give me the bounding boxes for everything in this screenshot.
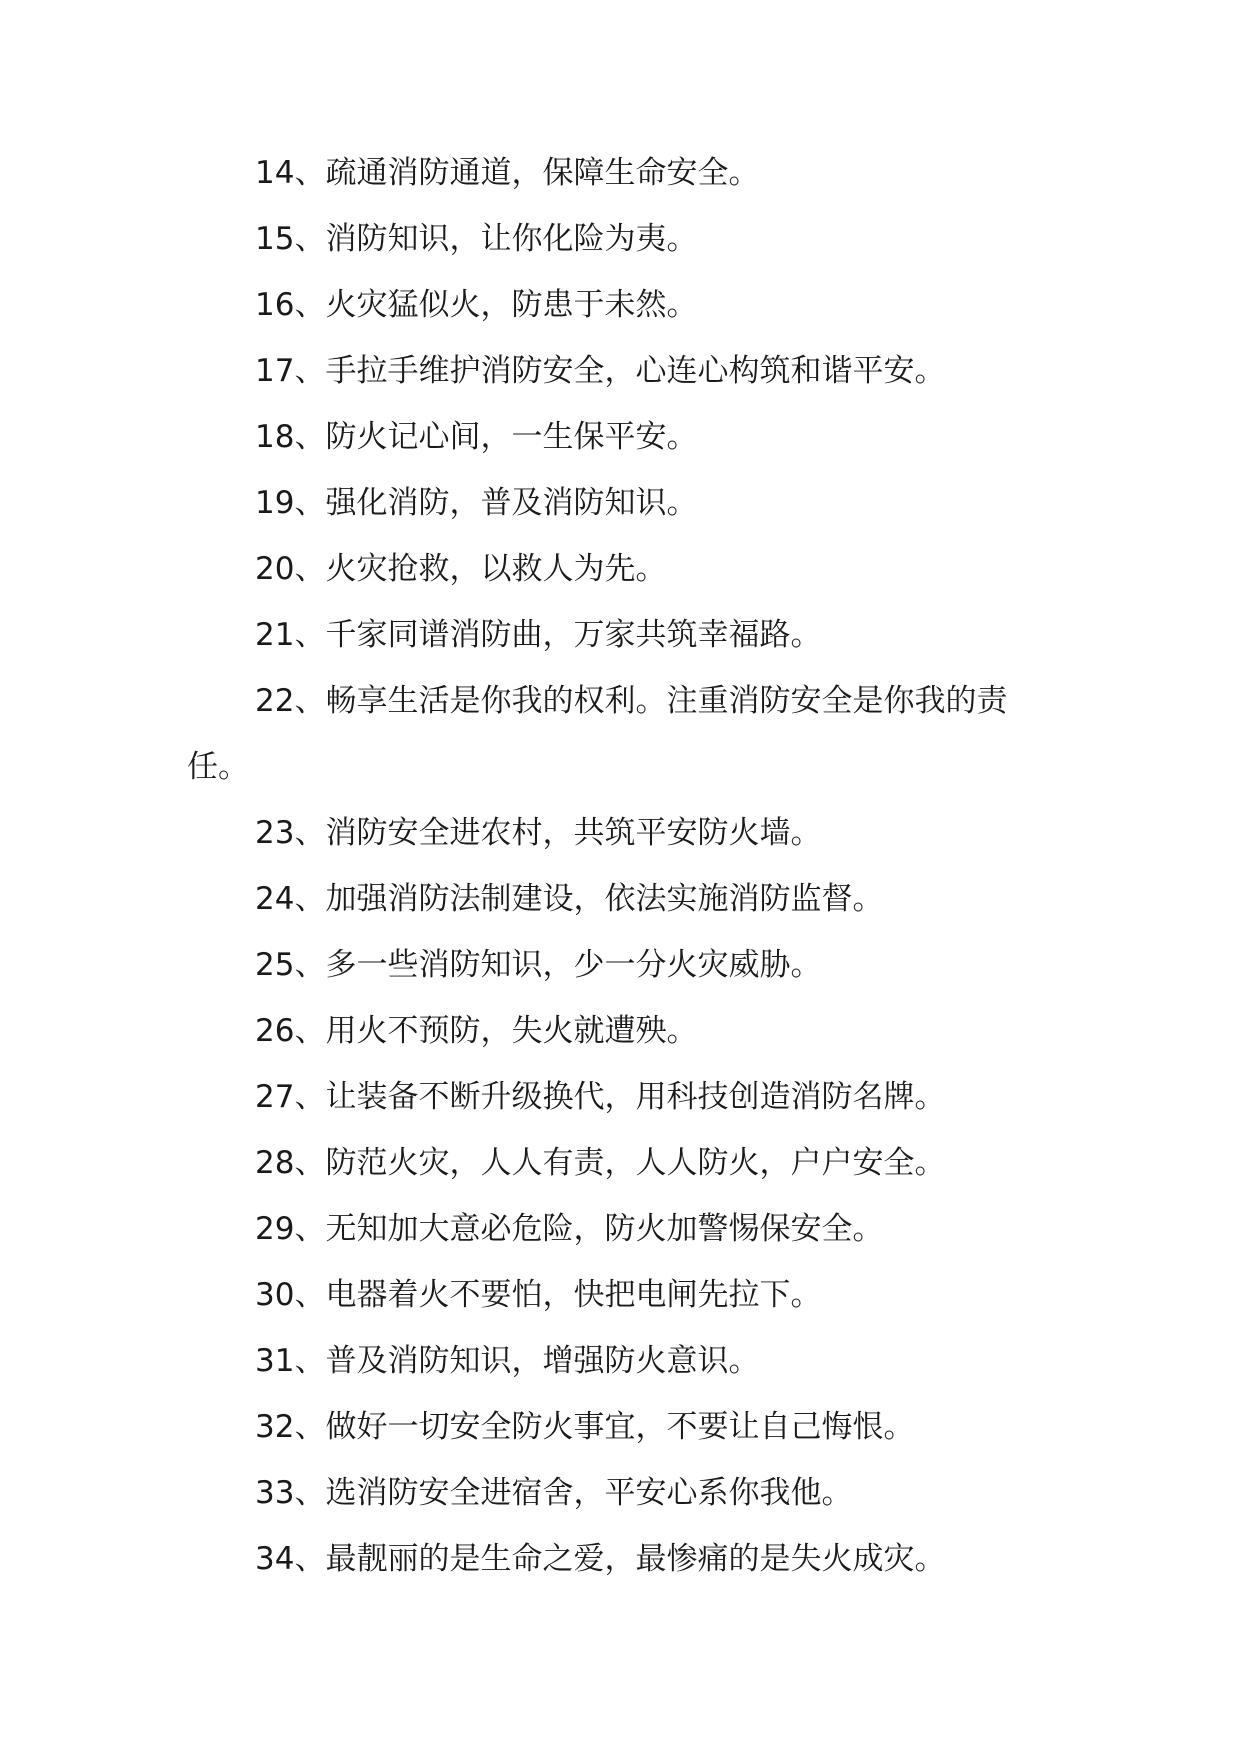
slogan-item: 28、防范火灾，人人有责，人人防火，户户安全。 <box>255 1145 946 1181</box>
slogan-item: 17、手拉手维护消防安全，心连心构筑和谐平安。 <box>255 353 946 389</box>
slogan-item: 18、防火记心间，一生保平安。 <box>255 419 698 455</box>
slogan-item: 14、疏通消防通道，保障生命安全。 <box>255 155 760 191</box>
slogan-item: 22、畅享生活是你我的权利。注重消防安全是你我的责任。 <box>187 683 1008 785</box>
slogan-item: 32、做好一切安全防火事宜，不要让自己悔恨。 <box>255 1409 915 1445</box>
slogan-item: 31、普及消防知识，增强防火意识。 <box>255 1343 760 1379</box>
slogan-item: 25、多一些消防知识，少一分火灾威胁。 <box>255 947 822 983</box>
slogan-item: 16、火灾猛似火，防患于未然。 <box>255 287 698 323</box>
slogan-item: 30、电器着火不要怕，快把电闸先拉下。 <box>255 1277 822 1313</box>
slogan-item: 33、选消防安全进宿舍，平安心系你我他。 <box>255 1475 853 1511</box>
slogan-item: 23、消防安全进农村，共筑平安防火墙。 <box>255 815 822 851</box>
slogan-item: 24、加强消防法制建设，依法实施消防监督。 <box>255 881 884 917</box>
slogan-item: 15、消防知识，让你化险为夷。 <box>255 221 698 257</box>
slogan-item: 29、无知加大意必危险，防火加警惕保安全。 <box>255 1211 884 1247</box>
slogan-item: 19、强化消防，普及消防知识。 <box>255 485 698 521</box>
slogan-item: 21、千家同谱消防曲，万家共筑幸福路。 <box>255 617 822 653</box>
slogan-item: 20、火灾抢救，以救人为先。 <box>255 551 667 587</box>
slogan-item: 26、用火不预防，失火就遭殃。 <box>255 1013 698 1049</box>
slogan-item: 34、最靓丽的是生命之爱，最惨痛的是失火成灾。 <box>255 1541 946 1577</box>
slogan-list <box>187 140 1067 1592</box>
slogan-item: 27、让装备不断升级换代，用科技创造消防名牌。 <box>255 1079 946 1115</box>
